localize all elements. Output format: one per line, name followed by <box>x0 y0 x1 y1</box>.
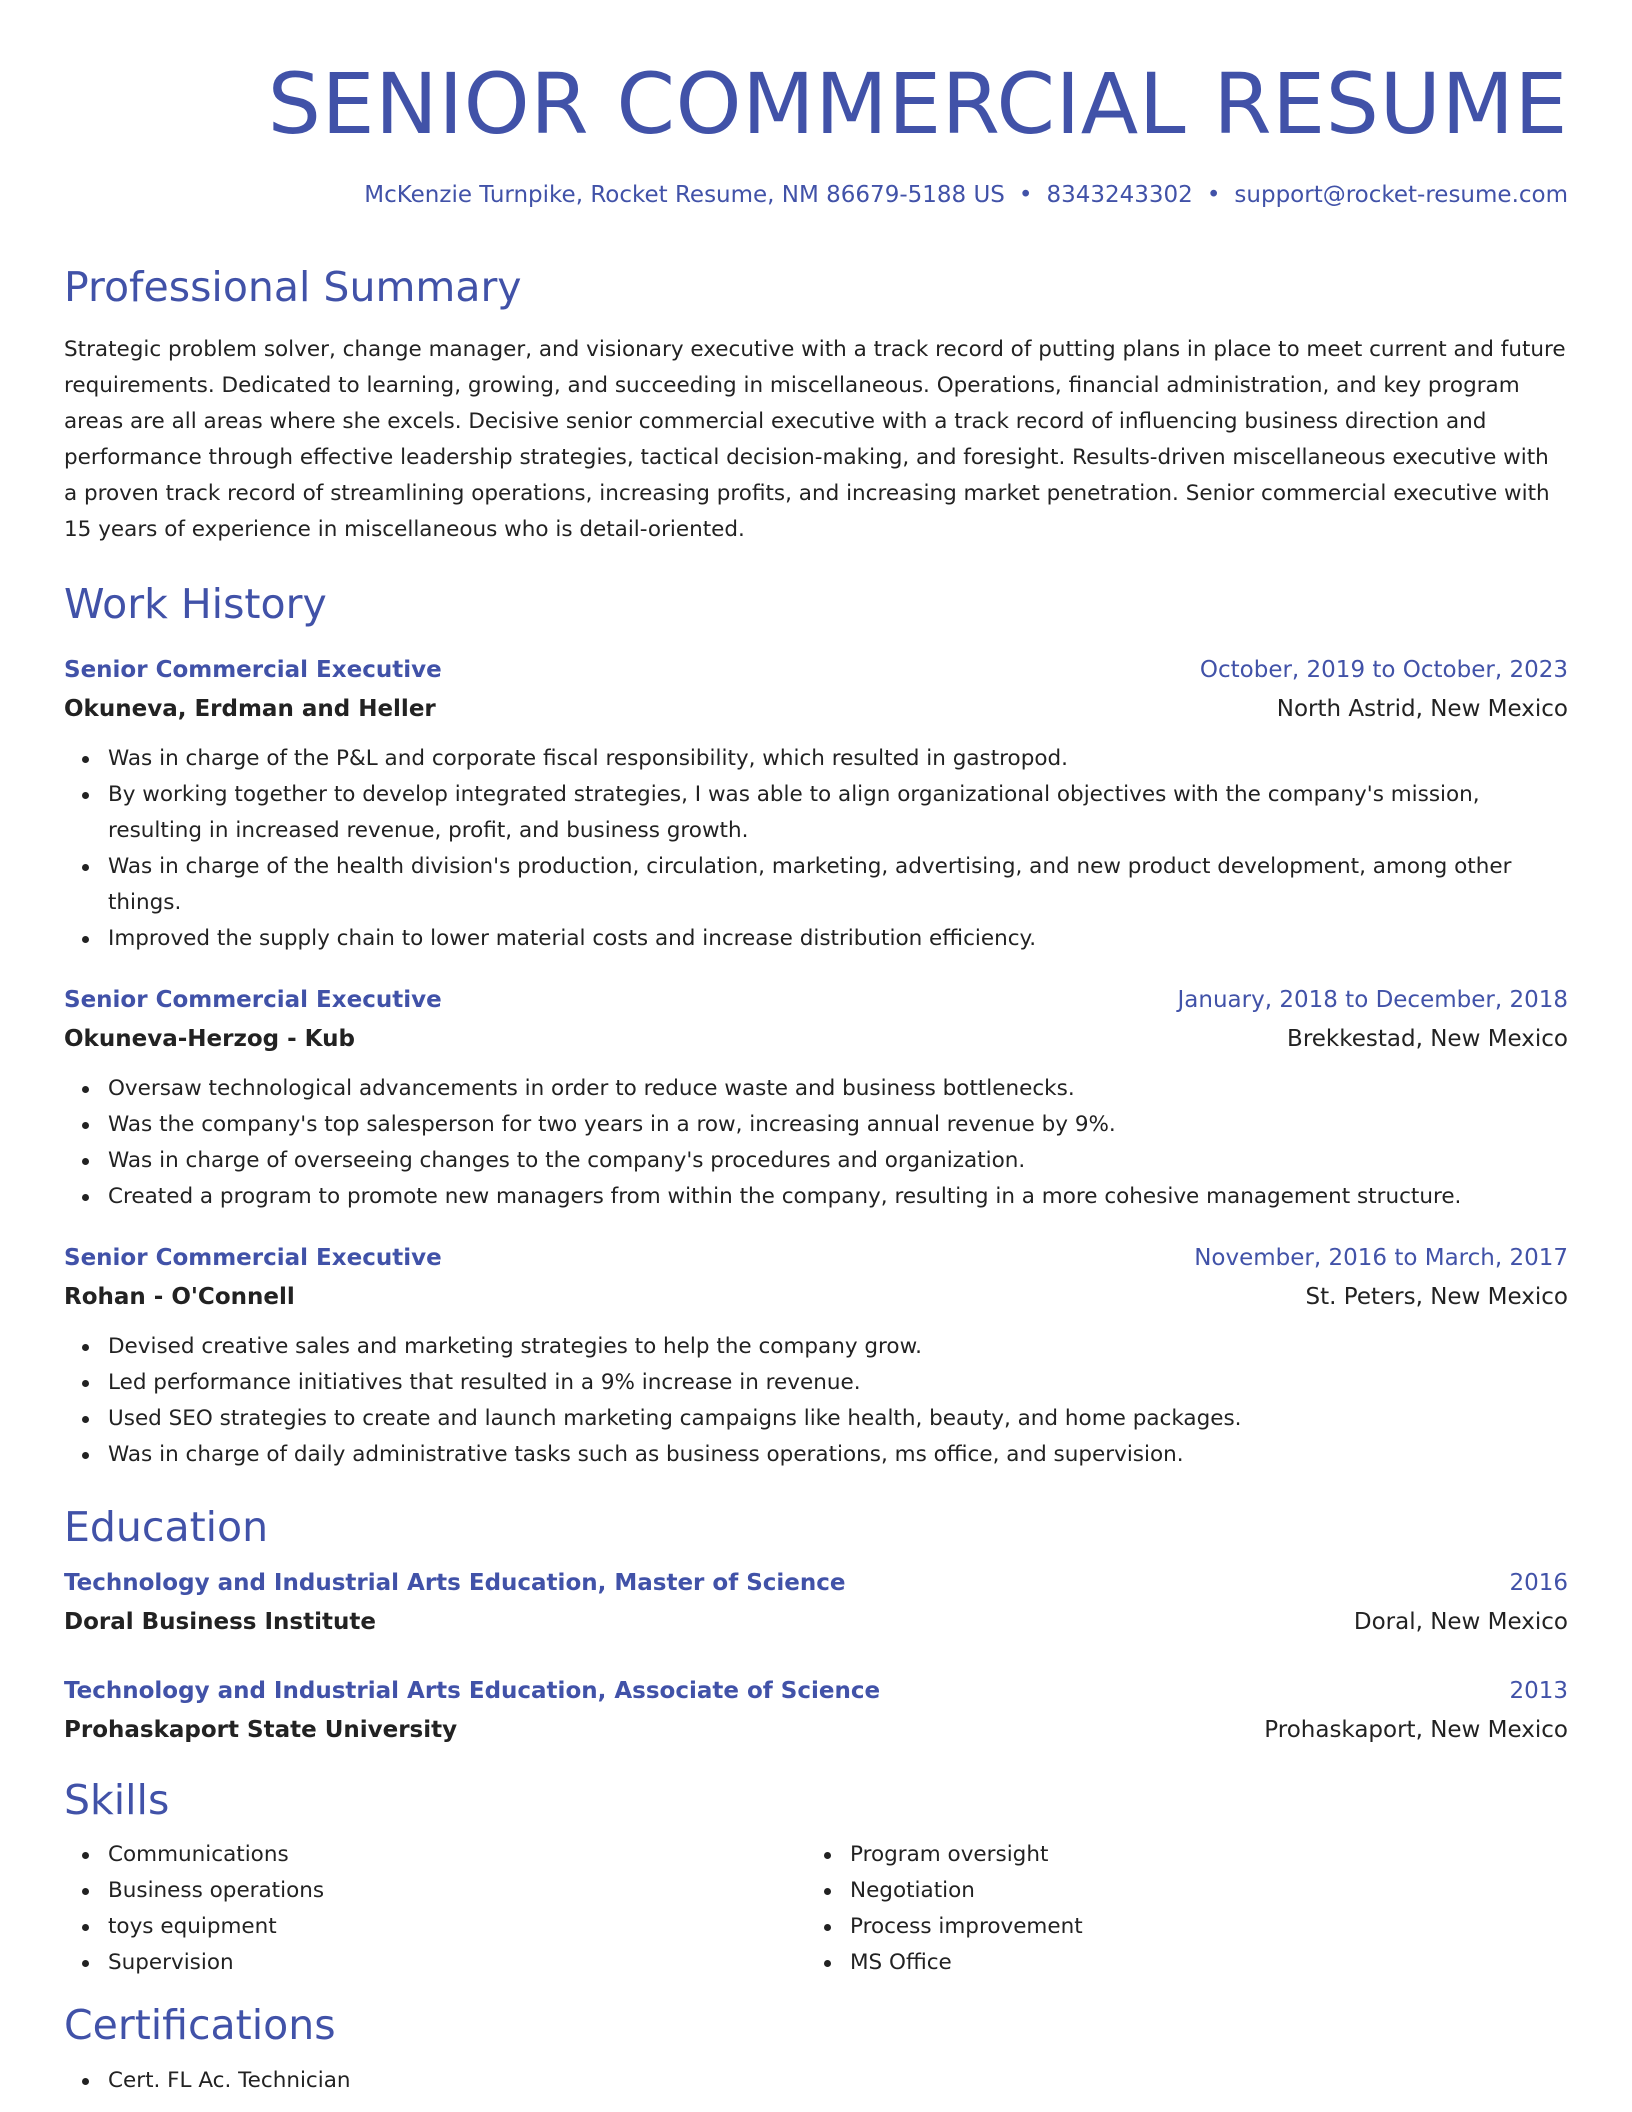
job-bullet: Used SEO strategies to create and launch marketing campaigns like health, beauty, and home packages. <box>108 1401 1568 1437</box>
resume-header <box>64 0 1568 211</box>
education-year: 2016 <box>1509 1570 1568 1597</box>
summary-heading: Professional Summary <box>64 262 522 311</box>
contact-line <box>64 181 1568 211</box>
resume-title: SENIOR COMMERCIAL RESUME <box>267 55 1568 153</box>
job-location: St. Peters, New Mexico <box>1305 1284 1568 1311</box>
skill-item: Supervision <box>108 1945 806 1981</box>
job-bullet: By working together to develop integrated strategies, I was able to align organizational objectives with the company's mission, resulting in increased revenue, profit, and business growth. <box>108 777 1568 849</box>
summary-text: Strategic problem solver, change manager, and visionary executive with a track record of putting plans in place to meet current and future requirements. Dedicated to learning, growing, and succeeding in miscellaneous. Operations, financial administration, and key program areas are all areas where she excels. Decisive senior commercial executive with a track record of influencing business direction and performance through effective leadership strategies, tactical decision-making, and foresight. Results-driven miscellaneous executive with a proven track record of streamlining operations, increasing profits, and increasing market penetration. Senior commercial executive with 15 years of experience in miscellaneous who is detail-oriented. <box>64 336 1566 542</box>
education-location: Prohaskaport, New Mexico <box>1264 1717 1568 1744</box>
skill-item: Process improvement <box>850 1909 1548 1945</box>
skill-item: toys equipment <box>108 1909 806 1945</box>
contact-address: McKenzie Turnpike, Rocket Resume, NM 86679-5188 US <box>364 181 1005 208</box>
contact-separator: • <box>1018 181 1033 208</box>
job-company: Okuneva-Herzog - Kub <box>64 1026 355 1053</box>
summary-section <box>64 263 1568 548</box>
job-bullet: Was in charge of daily administrative tasks such as business operations, ms office, and supervision. <box>108 1437 1568 1473</box>
job-title: Senior Commercial Executive <box>64 987 442 1014</box>
job-dates: January, 2018 to December, 2018 <box>1177 987 1568 1014</box>
job-bullet: Oversaw technological advancements in order to reduce waste and business bottlenecks. <box>108 1071 1568 1107</box>
job-entry <box>64 1239 1568 1473</box>
job-bullets <box>64 741 1568 957</box>
skills-list-left <box>64 1837 806 1981</box>
skill-item: Communications <box>108 1837 806 1873</box>
job-dates: October, 2019 to October, 2023 <box>1199 657 1568 684</box>
certifications-list <box>64 2063 1568 2099</box>
education-school: Doral Business Institute <box>64 1609 376 1636</box>
job-bullet: Was in charge of the P&L and corporate fiscal responsibility, which resulted in gastropod. <box>108 741 1568 777</box>
education-year: 2013 <box>1509 1678 1568 1705</box>
education-entry <box>64 1564 1568 1642</box>
job-bullet: Was in charge of the health division's production, circulation, marketing, advertising, and new product development, among other things. <box>108 849 1568 921</box>
job-location: Brekkestad, New Mexico <box>1287 1026 1568 1053</box>
skills-section <box>64 1776 1568 1981</box>
education-heading: Education <box>64 1503 269 1552</box>
certification-item: Cert. FL Ac. Technician <box>108 2063 1568 2099</box>
job-bullet: Was the company's top salesperson for two years in a row, increasing annual revenue by 9%. <box>108 1107 1568 1143</box>
job-company: Rohan - O'Connell <box>64 1284 295 1311</box>
skills-list-right <box>806 1837 1548 1981</box>
education-location: Doral, New Mexico <box>1353 1609 1568 1636</box>
job-company: Okuneva, Erdman and Heller <box>64 696 436 723</box>
certifications-heading: Certifications <box>64 2001 336 2050</box>
education-degree: Technology and Industrial Arts Education, Master of Science <box>64 1570 846 1597</box>
job-location: North Astrid, New Mexico <box>1276 696 1568 723</box>
job-bullet: Created a program to promote new managers from within the company, resulting in a more cohesive management structure. <box>108 1179 1568 1215</box>
skill-item: Business operations <box>108 1873 806 1909</box>
job-entry <box>64 651 1568 957</box>
work-history-section <box>64 580 1568 1473</box>
education-school: Prohaskaport State University <box>64 1717 458 1744</box>
education-entry <box>64 1672 1568 1750</box>
job-bullet: Improved the supply chain to lower material costs and increase distribution efficiency. <box>108 921 1568 957</box>
job-entry <box>64 981 1568 1215</box>
job-bullet: Led performance initiatives that resulted in a 9% increase in revenue. <box>108 1365 1568 1401</box>
work-history-heading: Work History <box>64 579 327 628</box>
job-title: Senior Commercial Executive <box>64 657 442 684</box>
job-bullet: Devised creative sales and marketing strategies to help the company grow. <box>108 1329 1568 1365</box>
contact-phone[interactable]: 8343243302 <box>1046 181 1193 208</box>
contact-email[interactable]: support@rocket-resume.com <box>1234 181 1568 208</box>
certifications-section <box>64 2001 1568 2098</box>
job-dates: November, 2016 to March, 2017 <box>1194 1245 1568 1272</box>
education-section <box>64 1503 1568 1750</box>
job-title: Senior Commercial Executive <box>64 1245 442 1272</box>
job-bullets <box>64 1071 1568 1215</box>
contact-separator: • <box>1206 181 1221 208</box>
skill-item: Program oversight <box>850 1837 1548 1873</box>
skills-grid <box>64 1837 1568 1981</box>
skill-item: Negotiation <box>850 1873 1548 1909</box>
education-degree: Technology and Industrial Arts Education, Associate of Science <box>64 1678 881 1705</box>
skill-item: MS Office <box>850 1945 1548 1981</box>
job-bullet: Was in charge of overseeing changes to the company's procedures and organization. <box>108 1143 1568 1179</box>
job-bullets <box>64 1329 1568 1473</box>
skills-heading: Skills <box>64 1776 170 1825</box>
